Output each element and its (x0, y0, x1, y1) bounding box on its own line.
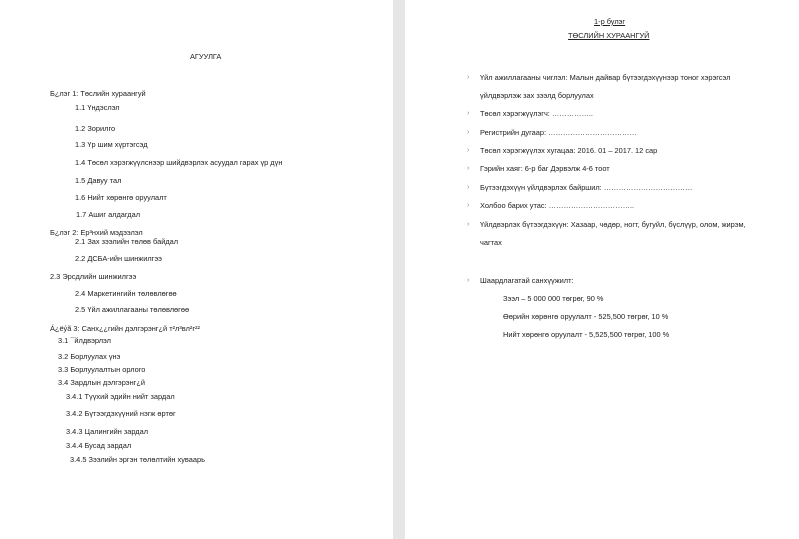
toc-entry: 3.1 ¯йлдвэрлэл (58, 336, 111, 345)
chevron-right-icon: › (467, 165, 470, 172)
bullet-item: Төсөл хэрэгжүүлэх хугацаа: 2016. 01 – 2017. 12 сар (480, 146, 658, 155)
bullet-item: Шаардлагатай санхүүжилт: (480, 276, 574, 285)
toc-entry: Б¿лэг 2: Ер³нхий мэдээлэл (50, 228, 143, 237)
funding-line: Нийт хөрөнгө оруулалт - 5,525,500 төгрөг, 100 % (503, 330, 670, 339)
toc-entry: 2.5 Үйл ажиллагааны төлөвлөгөө (75, 305, 190, 314)
toc-entry: Б¿лэг 1: Төслийн хураангуй (50, 89, 146, 98)
toc-entry: Á¿ëýã 3: Санх¿¿гийн дэлгэрэнг¿й т²л³вл²г²² (50, 324, 200, 333)
section-title: ТӨСЛИЙН ХУРААНГУЙ (568, 31, 650, 40)
document-page-left (0, 0, 393, 539)
chevron-right-icon: › (467, 147, 470, 154)
toc-entry: 3.4.4 Бусад зардал (66, 441, 132, 450)
toc-entry: 3.2 Борлуулах үнэ (58, 352, 121, 361)
toc-entry: 2.3 Эрсдлийн шинжилгээ (50, 272, 137, 281)
chevron-right-icon: › (467, 74, 470, 81)
bullet-item: Регистрийн дугаар: ……………………………… (480, 128, 637, 137)
bullet-continuation: үйлдвэрлэж зах зээлд борлуулах (480, 91, 594, 100)
bullet-item: Төсөл хэрэгжүүлэгч: …………….. (480, 109, 593, 118)
toc-entry: 1.5 Давуу тал (75, 176, 122, 185)
chevron-right-icon: › (467, 184, 470, 191)
bullet-continuation: чагтах (480, 238, 502, 247)
toc-entry: 3.4 Зардлын дэлгэрэнг¿й (58, 378, 145, 387)
toc-entry: 3.4.2 Бүтээгдэхүүний нэгж өртөг (66, 409, 176, 418)
toc-entry: 3.3 Борлуулалтын орлого (58, 365, 146, 374)
toc-entry: 3.4.1 Түүхий эдийн нийт зардал (66, 392, 175, 401)
chevron-right-icon: › (467, 277, 470, 284)
appendix-label: 1-р булэг (594, 17, 626, 26)
chevron-right-icon: › (467, 221, 470, 228)
toc-entry: 2.1 Зах зээлийн төлөв байдал (75, 237, 179, 246)
funding-line: Зээл – 5 000 000 төгрөг, 90 % (503, 294, 604, 303)
toc-entry: 1.7 Ашиг алдагдал (76, 210, 141, 219)
toc-entry: 1.6 Нийт хөрөнгө оруулалт (75, 193, 167, 202)
toc-entry: 1.3 Үр шим хүртэгсэд (75, 140, 148, 149)
bullet-item: Үйлдвэрлэх бүтээгдэхүүн: Хазаар, чөдөр, ногт, бугуйл, бүслүүр, олом, жирэм, (480, 220, 746, 229)
toc-heading: АГУУЛГА (190, 52, 222, 61)
chevron-right-icon: › (467, 110, 470, 117)
toc-entry: 3.4.5 Зээлийн эргэн төлөлтийн хуваарь (70, 455, 205, 464)
toc-entry: 1.4 Төсөл хэрэгжүүлснээр шийдвэрлэх асуудал гарах үр дүн (75, 158, 283, 167)
chevron-right-icon: › (467, 202, 470, 209)
bullet-item: Гэрийн хаяг: 6-р баг Дэрвэлж 4-6 тоот (480, 164, 610, 173)
toc-entry: 2.2 ДСБА-ийн шинжилгээ (75, 254, 162, 263)
toc-entry: 3.4.3 Цалингийн зардал (66, 427, 149, 436)
toc-entry: 1.1 Үндэслэл (75, 103, 120, 112)
bullet-item: Бүтээгдэхүүн үйлдвэрлэх байршил: ……………………………… (480, 183, 693, 192)
funding-line: Өөрийн хөрөнгө оруулалт - 525,500 төгрөг, 10 % (503, 312, 669, 321)
toc-entry: 2.4 Маркетингийн төлөвлөгөө (75, 289, 177, 298)
document-page-right (405, 0, 799, 539)
bullet-item: Холбоо барих утас: …………………………….. (480, 201, 635, 210)
bullet-item: Үйл ажиллагааны чиглэл: Малын дайвар бүтээгдэхүүнээр тоног хэрэгсэл (480, 73, 731, 82)
chevron-right-icon: › (467, 129, 470, 136)
toc-entry: 1.2 Зорилго (75, 124, 116, 133)
